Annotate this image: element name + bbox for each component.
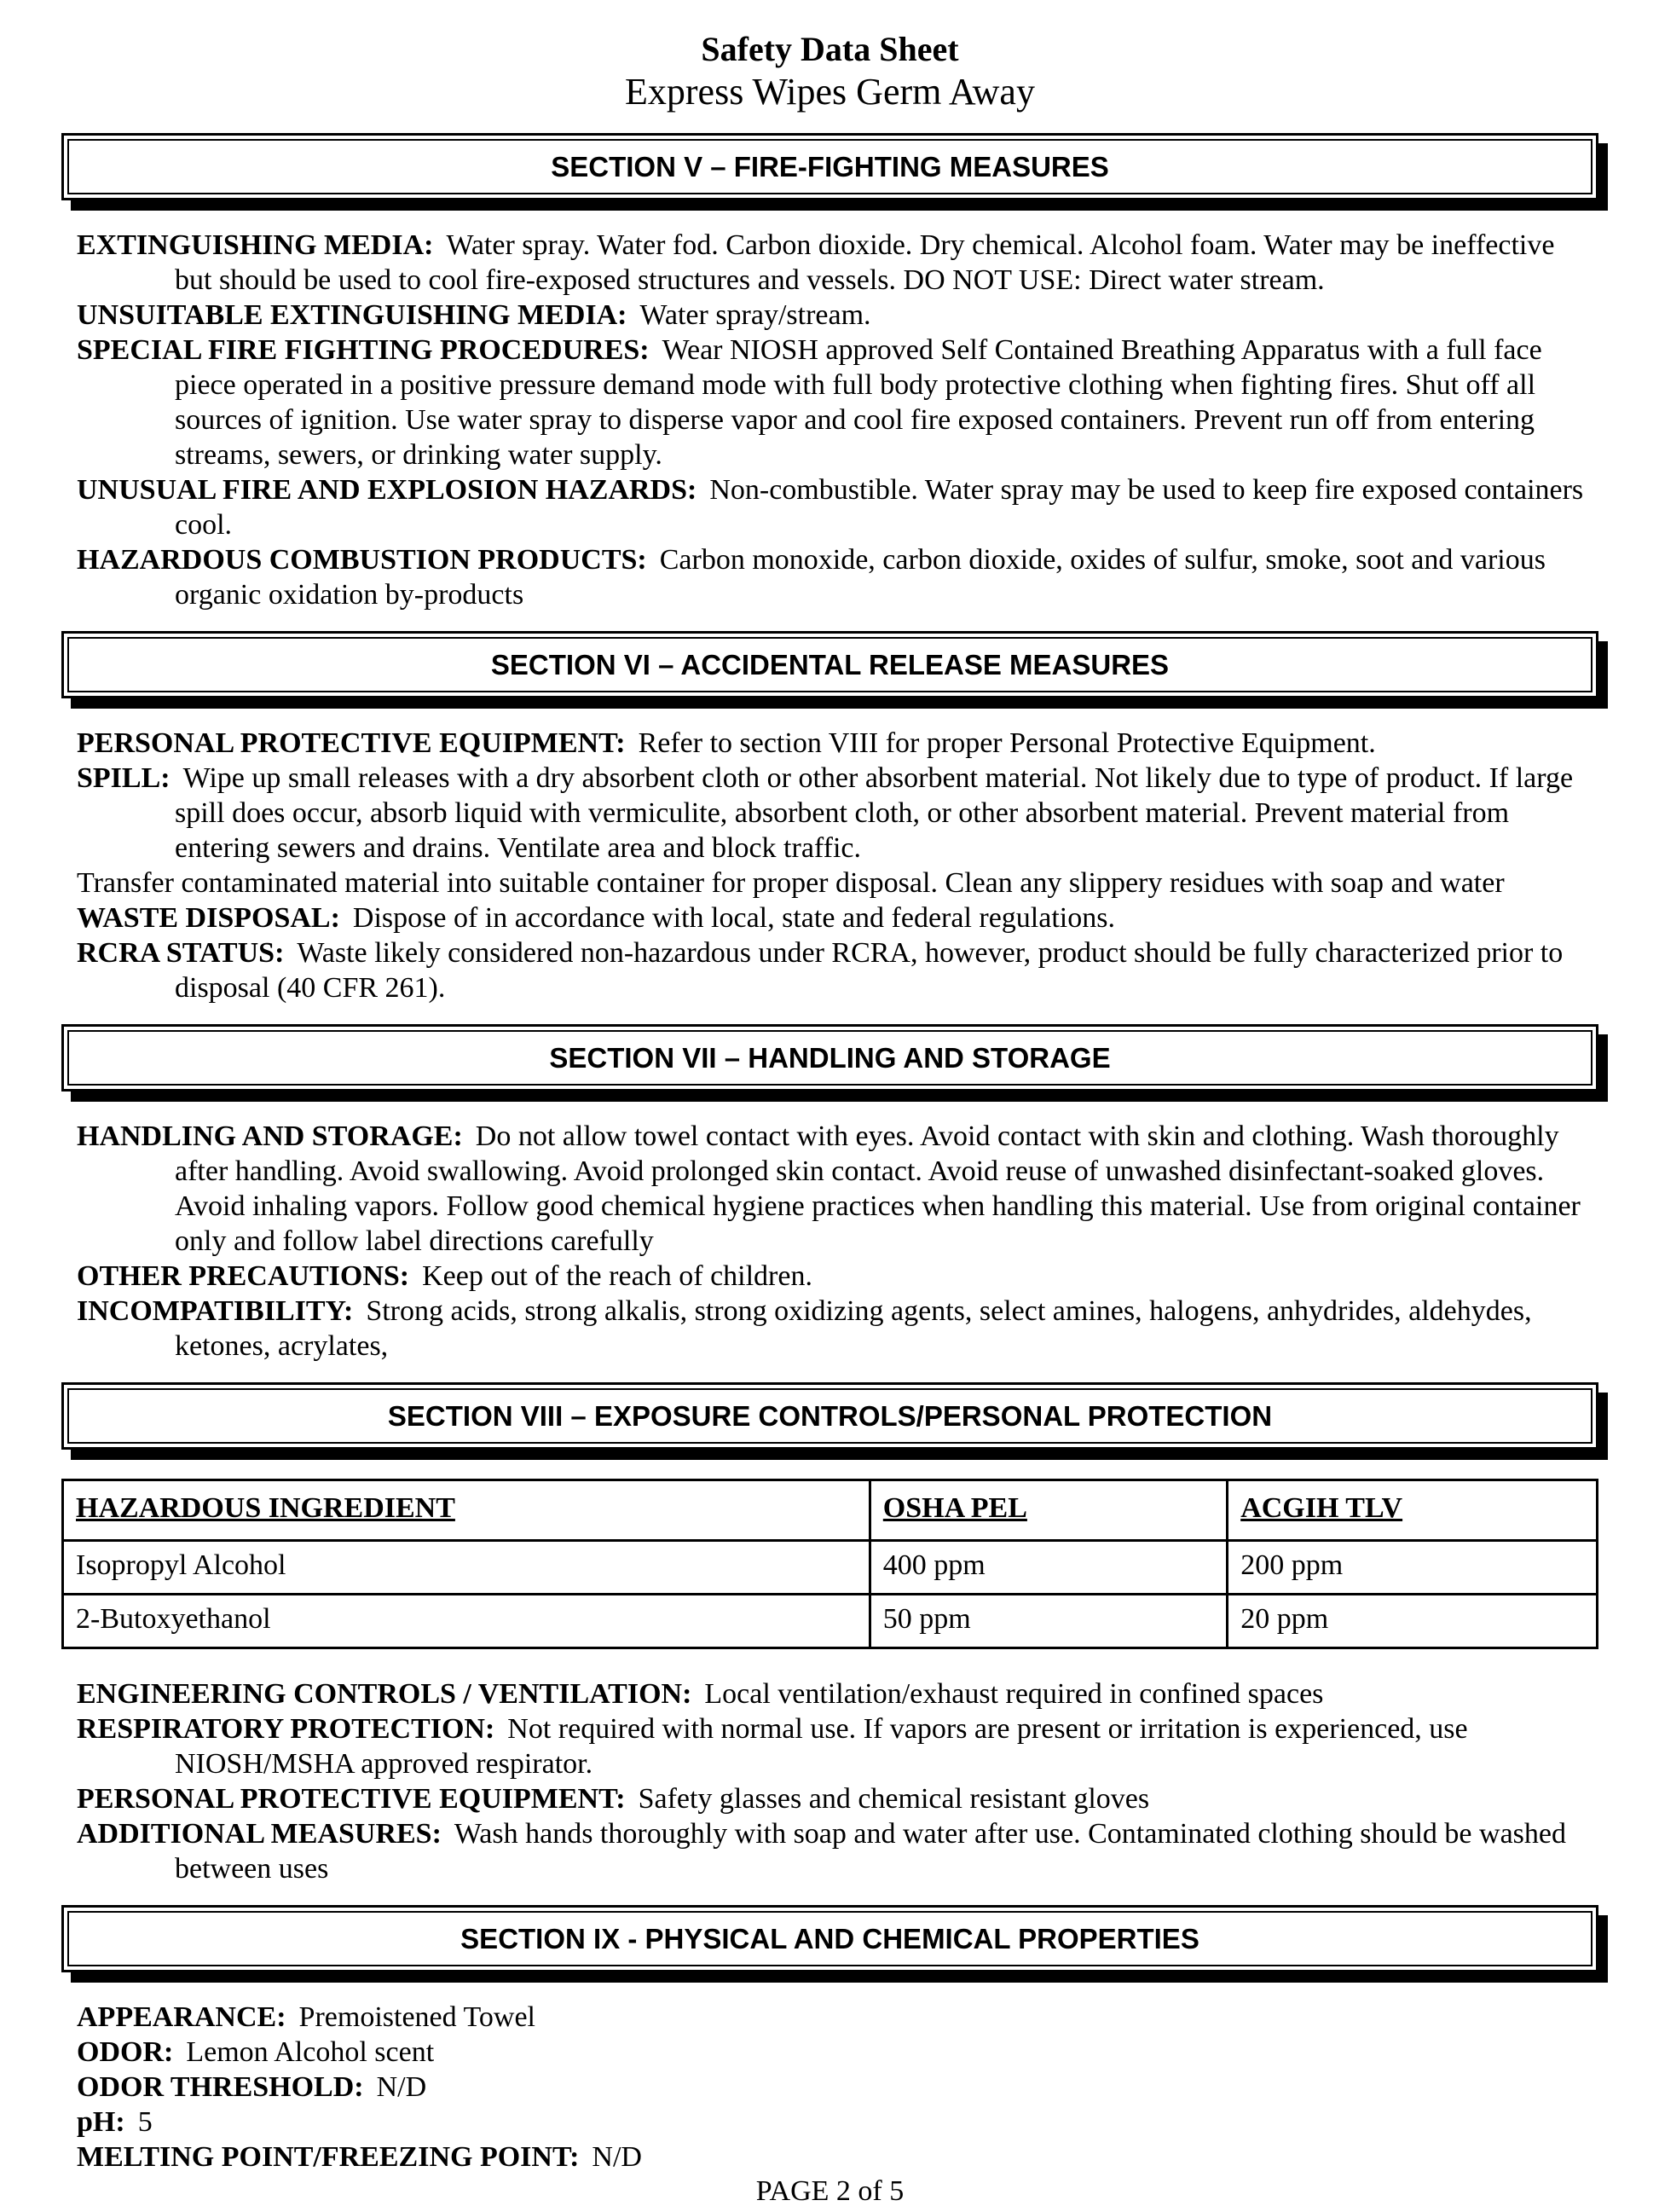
- paragraph-text: Carbon monoxide, carbon dioxide, oxides of sulfur, smoke, soot and various organic oxidation by-products: [175, 544, 1546, 611]
- paragraph: [77, 726, 1598, 761]
- paragraph: [77, 2070, 1598, 2105]
- page-footer: [61, 2174, 1598, 2212]
- paragraph: [77, 2035, 1598, 2070]
- paragraph: [77, 1119, 1598, 1259]
- table-cell: 400 ppm: [870, 1541, 1227, 1595]
- section-header-box: [61, 1024, 1598, 1092]
- paragraph-text: Keep out of the reach of children.: [422, 1260, 812, 1292]
- paragraph-text: Dispose of in accordance with local, state and federal regulations.: [352, 902, 1115, 934]
- paragraph-label: ODOR:: [77, 2036, 174, 2068]
- page-title: Safety Data Sheet: [701, 30, 959, 68]
- paragraph-label: PERSONAL PROTECTIVE EQUIPMENT:: [77, 727, 626, 759]
- paragraph-text: Transfer contaminated material into suitable container for proper disposal. Clean any slippery residues with soap and water: [77, 867, 1505, 899]
- paragraph: [77, 333, 1598, 472]
- paragraph-text: Waste likely considered non-hazardous under RCRA, however, product should be fully characterized prior to disposal (40 CFR 261).: [175, 937, 1564, 1004]
- paragraph-label: UNUSUAL FIRE AND EXPLOSION HAZARDS:: [77, 474, 697, 506]
- section-header-title: SECTION VIII – EXPOSURE CONTROLS/PERSONAL PROTECTION: [67, 1388, 1593, 1444]
- table-header-cell: OSHA PEL: [870, 1480, 1227, 1541]
- paragraph: [77, 1676, 1598, 1711]
- paragraph-text: Water spray/stream.: [639, 299, 871, 331]
- paragraph-label: WASTE DISPOSAL:: [77, 902, 340, 934]
- paragraph-text: Non-combustible. Water spray may be used to keep fire exposed containers cool.: [175, 474, 1584, 541]
- paragraph: [77, 1816, 1598, 1886]
- paragraph-label: EXTINGUISHING MEDIA:: [77, 229, 434, 261]
- paragraph-text: 5: [137, 2106, 153, 2138]
- paragraph: [77, 2000, 1598, 2035]
- paragraph-label: ODOR THRESHOLD:: [77, 2071, 364, 2103]
- paragraph-label: ENGINEERING CONTROLS / VENTILATION:: [77, 1678, 692, 1710]
- table-cell: 50 ppm: [870, 1595, 1227, 1648]
- paragraph: [77, 2140, 1598, 2174]
- section-header-title: SECTION IX - PHYSICAL AND CHEMICAL PROPERTIES: [67, 1911, 1593, 1966]
- paragraph-text: N/D: [376, 2071, 427, 2103]
- paragraph-label: OTHER PRECAUTIONS:: [77, 1260, 410, 1292]
- page-subtitle: Express Wipes Germ Away: [625, 71, 1035, 113]
- paragraph-text: Wear NIOSH approved Self Contained Breathing Apparatus with a full face piece operated in a positive pressure demand mode with full body protective clothing when fighting fires. Shut off all sources of ignition. Use water spray to disperse vapor and cool fire exposed containers. Prevent run off from entering streams, sewers, or drinking water supply.: [175, 334, 1542, 471]
- section-header-box: [61, 1905, 1598, 1972]
- paragraph-text: Refer to section VIII for proper Personal Protective Equipment.: [638, 727, 1376, 759]
- table-cell: 2-Butoxyethanol: [63, 1595, 870, 1648]
- paragraph-text: Not required with normal use. If vapors are present or irritation is experienced, use NIOSH/MSHA approved respirator.: [175, 1713, 1468, 1780]
- paragraph-text: Do not allow towel contact with eyes. Avoid contact with skin and clothing. Wash thoroughly after handling. Avoid swallowing. Avoid prolonged skin contact. Avoid reuse of unwashed disinfectant-soaked gloves. Avoid inhaling vapors. Follow good chemical hygiene practices when handling this material. Use from original container only and follow label directions carefully: [175, 1120, 1581, 1257]
- paragraph: [77, 761, 1598, 866]
- table-cell: Isopropyl Alcohol: [63, 1541, 870, 1595]
- paragraph-label: ADDITIONAL MEASURES:: [77, 1818, 442, 1850]
- paragraph-label: UNSUITABLE EXTINGUISHING MEDIA:: [77, 299, 627, 331]
- paragraph-label: HANDLING AND STORAGE:: [77, 1120, 463, 1152]
- paragraph: [77, 298, 1598, 333]
- paragraph: [77, 228, 1598, 298]
- section-header-title: SECTION VI – ACCIDENTAL RELEASE MEASURES: [67, 637, 1593, 692]
- paragraph-text: Lemon Alcohol scent: [186, 2036, 435, 2068]
- paragraph: [77, 472, 1598, 542]
- paragraph-label: SPILL:: [77, 762, 171, 794]
- paragraph: [77, 2105, 1598, 2140]
- paragraph-label: RCRA STATUS:: [77, 937, 285, 969]
- section-header-box: [61, 133, 1598, 200]
- document-body: [61, 114, 1598, 2174]
- paragraph-text: Safety glasses and chemical resistant gloves: [638, 1783, 1150, 1815]
- paragraph: [77, 935, 1598, 1005]
- table-header-cell: HAZARDOUS INGREDIENT: [63, 1480, 870, 1541]
- section-body: [61, 726, 1598, 1005]
- paragraph-label: SPECIAL FIRE FIGHTING PROCEDURES:: [77, 334, 650, 366]
- table-cell: 200 ppm: [1228, 1541, 1598, 1595]
- paragraph-label: PERSONAL PROTECTIVE EQUIPMENT:: [77, 1783, 626, 1815]
- paragraph-label: MELTING POINT/FREEZING POINT:: [77, 2141, 580, 2173]
- section-body: [61, 228, 1598, 612]
- section-header-title: SECTION VII – HANDLING AND STORAGE: [67, 1030, 1593, 1086]
- paragraph-label: INCOMPATIBILITY:: [77, 1295, 354, 1327]
- paragraph: [77, 866, 1598, 900]
- paragraph-label: APPEARANCE:: [77, 2001, 286, 2033]
- table-header-row: [63, 1480, 1598, 1541]
- section-body: [61, 2000, 1598, 2174]
- paragraph: [77, 1294, 1598, 1364]
- paragraph-label: RESPIRATORY PROTECTION:: [77, 1713, 495, 1745]
- table-cell: 20 ppm: [1228, 1595, 1598, 1648]
- hazardous-ingredients-table: [61, 1479, 1598, 1649]
- paragraph: [77, 1259, 1598, 1294]
- paragraph-text: Water spray. Water fod. Carbon dioxide. Dry chemical. Alcohol foam. Water may be ineffective but should be used to cool fire-exposed structures and vessels. DO NOT USE: Direct water stream.: [175, 229, 1555, 296]
- paragraph: [77, 542, 1598, 612]
- table-header-cell: ACGIH TLV: [1228, 1480, 1598, 1541]
- section-header-box: [61, 631, 1598, 698]
- section-header-box: [61, 1382, 1598, 1450]
- section-body: [61, 1676, 1598, 1886]
- paragraph-text: Local ventilation/exhaust required in confined spaces: [704, 1678, 1324, 1710]
- table-row: [63, 1595, 1598, 1648]
- paragraph-label: HAZARDOUS COMBUSTION PRODUCTS:: [77, 544, 647, 576]
- paragraph-text: Wipe up small releases with a dry absorbent cloth or other absorbent material. Not likely due to type of product. If large spill does occur, absorb liquid with vermiculite, absorbent cloth, or other absorbent material. Prevent material from entering sewers and drains. Ventilate area and block traffic.: [175, 762, 1574, 864]
- paragraph-text: Strong acids, strong alkalis, strong oxidizing agents, select amines, halogens, anhydrides, aldehydes, ketones, acrylates,: [175, 1295, 1532, 1362]
- paragraph-label: pH:: [77, 2106, 125, 2138]
- section-header-title: SECTION V – FIRE-FIGHTING MEASURES: [67, 139, 1593, 194]
- page-number: PAGE 2 of 5: [755, 2175, 905, 2207]
- paragraph-text: Premoistened Towel: [298, 2001, 535, 2033]
- paragraph-text: Wash hands thoroughly with soap and water after use. Contaminated clothing should be washed between uses: [175, 1818, 1566, 1885]
- paragraph: [77, 900, 1598, 935]
- paragraph-text: N/D: [592, 2141, 642, 2173]
- table-row: [63, 1541, 1598, 1595]
- paragraph: [77, 1711, 1598, 1781]
- paragraph: [77, 1781, 1598, 1816]
- section-body: [61, 1119, 1598, 1364]
